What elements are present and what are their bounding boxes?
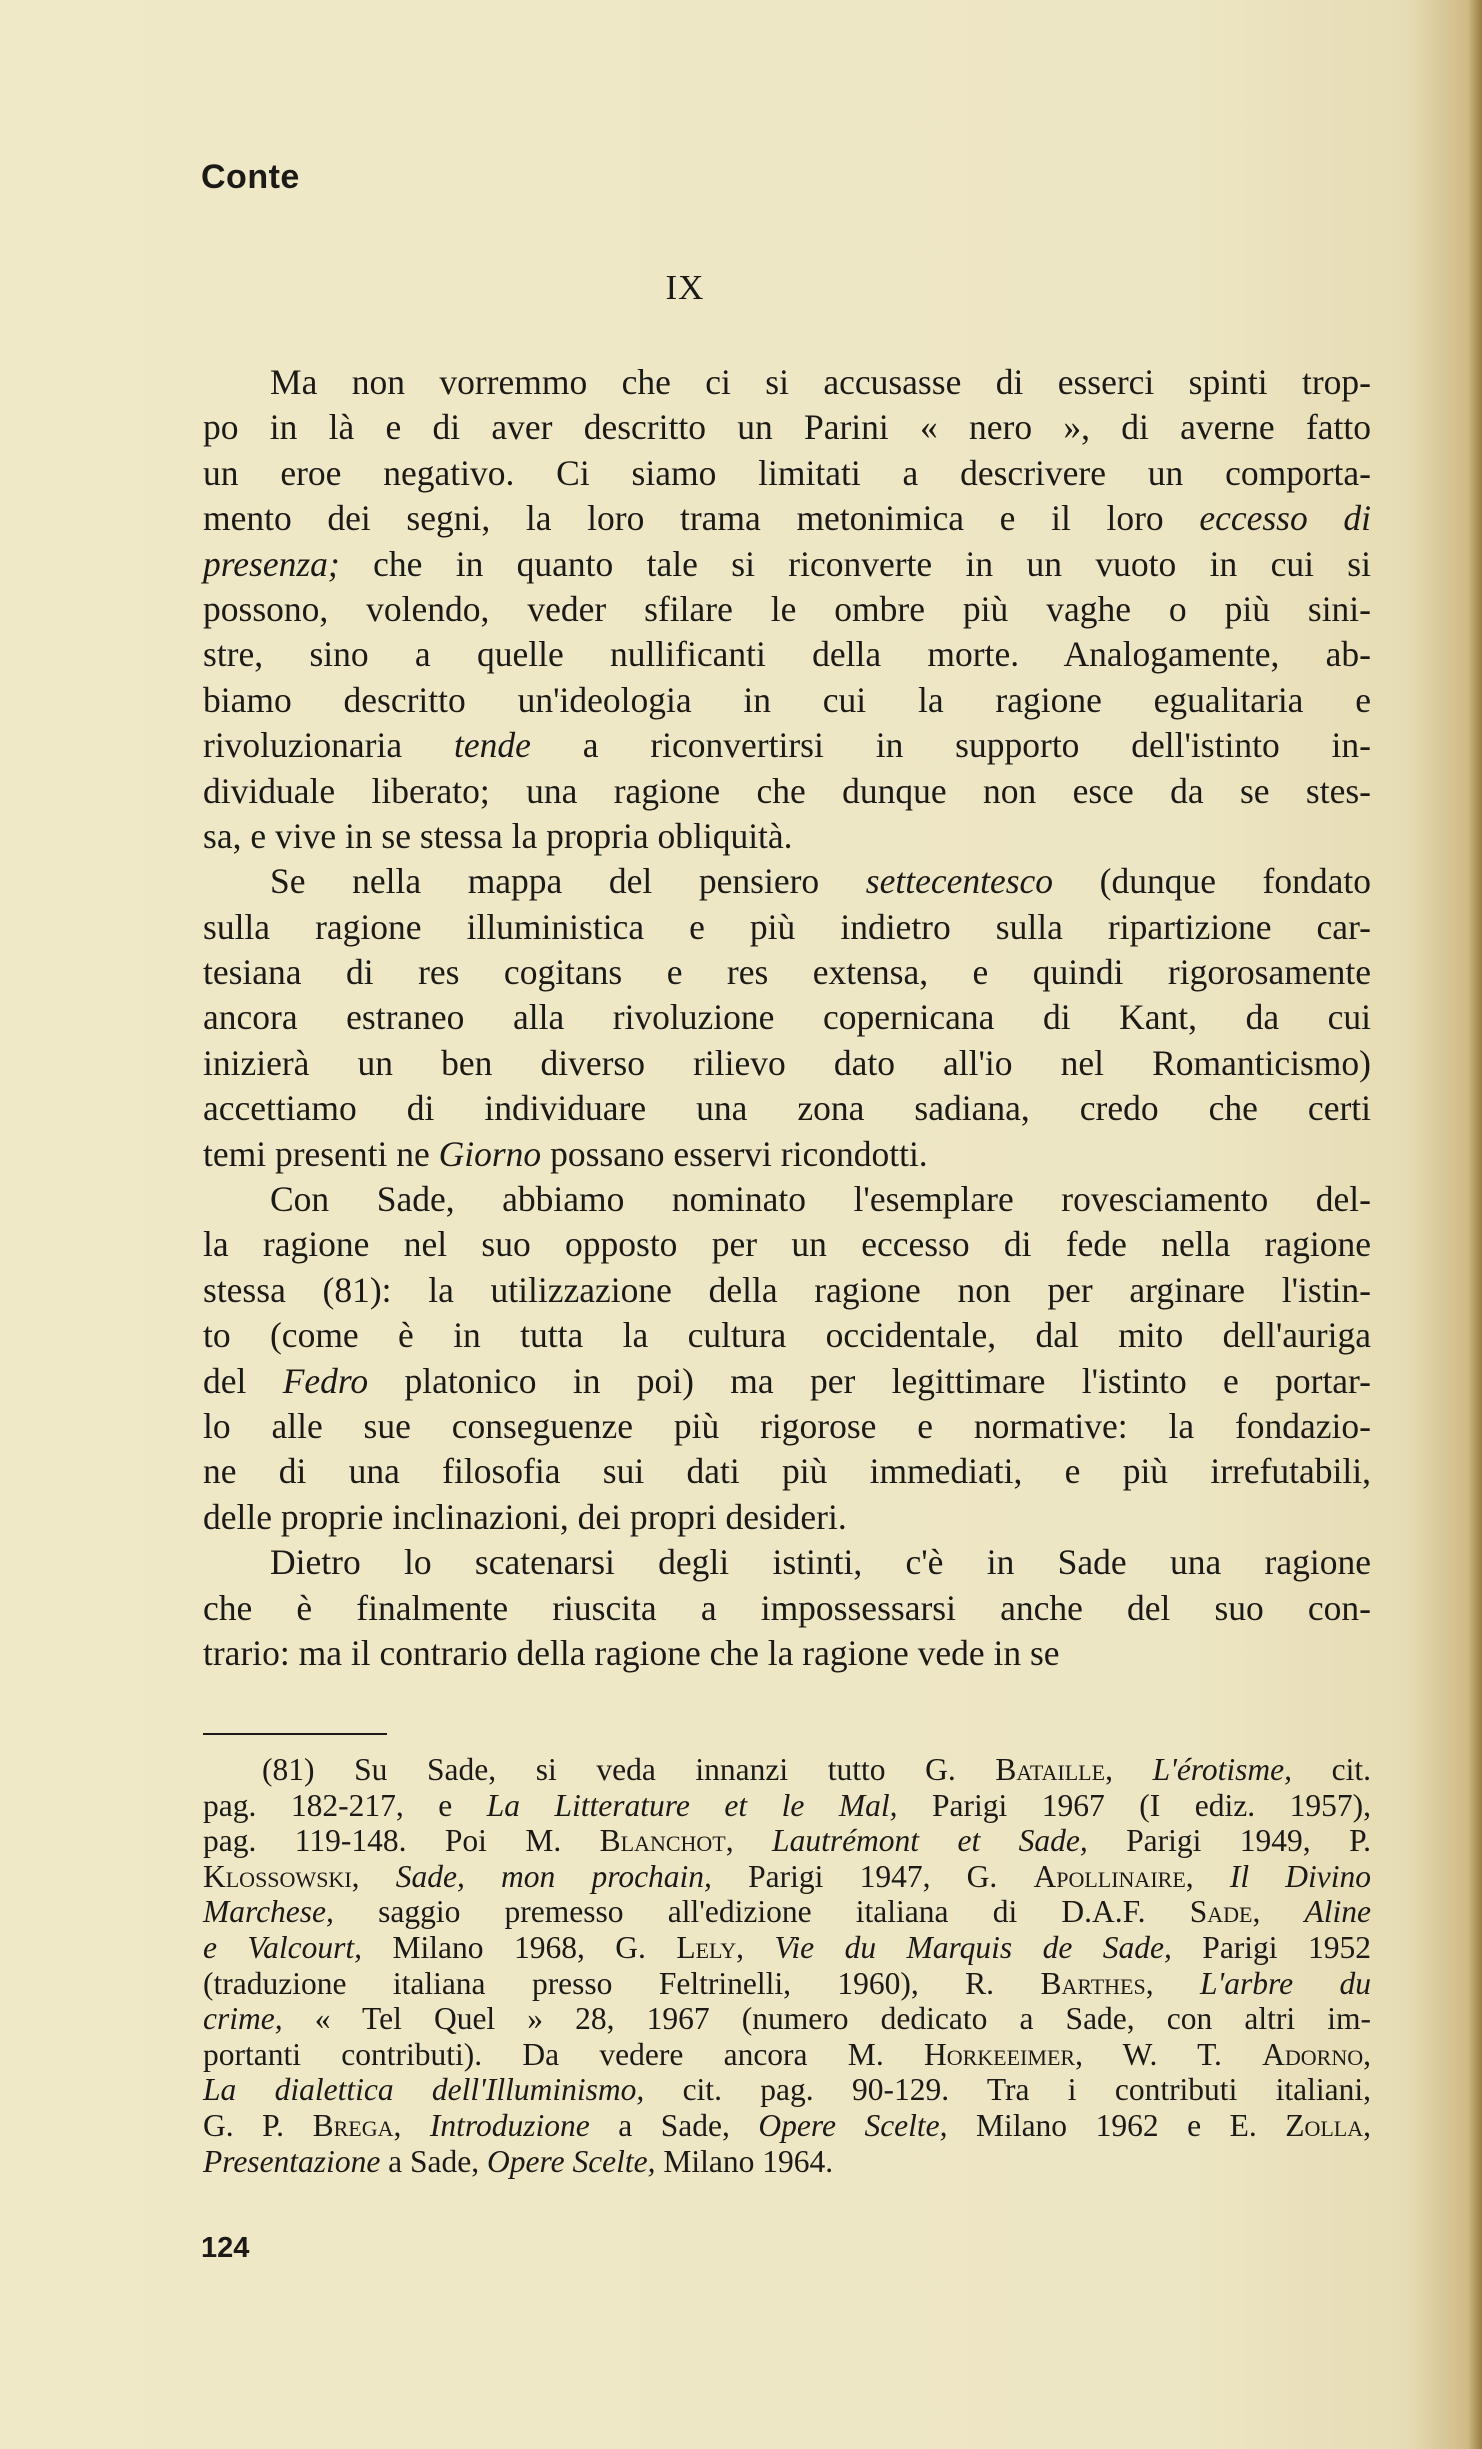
text-run: un eroe negativo. Ci siamo limitati a descrivere un comporta- [203, 452, 1371, 493]
text-run: , [1252, 1894, 1305, 1930]
running-head: Conte [201, 158, 300, 196]
text-run: platonico in poi) ma per legittimare l'istinto e portar- [368, 1360, 1371, 1401]
body-line [203, 496, 1371, 541]
text-run: a riconvertirsi in supporto dell'istinto in- [530, 725, 1371, 766]
body-line [203, 1177, 1371, 1222]
text-run: , [736, 1929, 775, 1965]
text-run: possono, volendo, veder sfilare le ombre più vaghe o più sini- [203, 588, 1371, 629]
text-run: , [1105, 1752, 1153, 1787]
italic-text: Il Divino [1229, 1858, 1372, 1894]
italic-text: crime, [203, 2001, 283, 2037]
text-run: lo alle sue conseguenze più rigorose e normative: la fondazio- [203, 1405, 1371, 1446]
footnote-line [203, 1752, 1371, 1788]
body-line [203, 405, 1371, 450]
small-caps-name: Brega [312, 2107, 394, 2143]
text-run: (81) Su Sade, si veda innanzi tutto G. [262, 1752, 996, 1787]
body-line [203, 950, 1371, 995]
footnote [203, 1752, 1371, 2179]
text-run: Parigi 1949, P. [1087, 1823, 1371, 1859]
footnote-line [203, 2072, 1371, 2108]
body-line [203, 723, 1371, 768]
body-line [203, 360, 1371, 405]
body-line [203, 1359, 1371, 1404]
text-run: portanti contributi). Da vedere ancora M. [203, 2036, 924, 2072]
text-run: temi presenti ne [203, 1133, 439, 1174]
text-run: trario: ma il contrario della ragione che la ragione vede in se [203, 1632, 1060, 1673]
text-run: Parigi 1947, G. [711, 1858, 1034, 1894]
italic-text: Presentazione [203, 2143, 381, 2179]
italic-text: Opere Scelte, [758, 2107, 948, 2143]
text-run: ancora estraneo alla rivoluzione copernicana di Kant, da cui [203, 997, 1371, 1038]
body-line [203, 451, 1371, 496]
italic-text: Lautrémont et Sade, [772, 1823, 1088, 1859]
italic-text: settecentesco [865, 861, 1054, 902]
footnote-line [203, 1894, 1371, 1930]
text-run: cit. [1292, 1752, 1371, 1787]
text-run: stessa (81): la utilizzazione della ragione non per arginare l'istin- [203, 1269, 1371, 1310]
text-run: Parigi 1967 (I ediz. 1957), [897, 1787, 1371, 1823]
text-run: , [1145, 1965, 1200, 2001]
italic-text: Introduzione [429, 2107, 590, 2143]
text-run: accettiamo di individuare una zona sadiana, credo che certi [203, 1088, 1371, 1129]
text-run: inizierà un ben diverso rilievo dato all'io nel Romanticismo) [203, 1042, 1371, 1083]
italic-text: Sade, mon prochain, [395, 1858, 712, 1894]
text-run: , [393, 2107, 430, 2143]
text-run: , W. T. [1075, 2036, 1263, 2072]
italic-text: Vie du Marquis de Sade, [774, 1929, 1172, 1965]
text-run: pag. 182-217, e [203, 1787, 487, 1823]
text-run: a Sade, [380, 2143, 488, 2179]
text-run: ne di una filosofia sui dati più immediati, e più irrefutabili, [203, 1451, 1371, 1492]
small-caps-name: Apollinaire [1033, 1858, 1186, 1894]
text-run: rivoluzionaria [203, 725, 454, 766]
body-line [203, 1540, 1371, 1585]
text-run: (traduzione italiana presso Feltrinelli, 1960), R. [203, 1965, 1041, 2001]
text-run: che in quanto tale si riconverte in un vuoto in cui si [339, 543, 1371, 584]
small-caps-name: Blanchot [599, 1823, 726, 1859]
small-caps-name: Lely [676, 1929, 737, 1965]
small-caps-name: Zolla [1285, 2107, 1364, 2143]
section-title: IX [665, 268, 705, 307]
text-run: mento dei segni, la loro trama metonimica e il loro [203, 498, 1200, 539]
text-run: « Tel Quel » 28, 1967 (numero dedicato a Sade, con altri im- [282, 2001, 1371, 2037]
text-run: biamo descritto un'ideologia in cui la ragione egualitaria e [203, 679, 1371, 720]
footnote-line [203, 2037, 1371, 2073]
small-caps-name: Barthes [1040, 1965, 1146, 2001]
text-run: , [351, 1858, 396, 1894]
text-run: a Sade, [589, 2107, 759, 2143]
text-run: che è finalmente riuscita a impossessarsi anche del suo con- [203, 1587, 1371, 1628]
text-run: sulla ragione illuministica e più indietro sulla ripartizione car- [203, 906, 1371, 947]
italic-text: L'érotisme, [1152, 1752, 1293, 1787]
body-line [203, 1268, 1371, 1313]
page-edge-shadow [1468, 0, 1482, 2449]
body-line [203, 1449, 1371, 1494]
body-line [203, 678, 1371, 723]
text-run: pag. 119-148. Poi M. [203, 1823, 600, 1859]
body-line [203, 632, 1371, 677]
text-run: Milano 1962 e E. [947, 2107, 1286, 2143]
text-run: la ragione nel suo opposto per un eccesso di fede nella ragione [203, 1224, 1371, 1265]
body-line [203, 1041, 1371, 1086]
italic-text: eccesso di [1199, 498, 1372, 539]
footnote-line [203, 2108, 1371, 2144]
text-run: , [1363, 2107, 1372, 2143]
body-line [203, 542, 1371, 587]
body-line [203, 1404, 1371, 1449]
body-line [203, 995, 1371, 1040]
text-run: cit. pag. 90-129. Tra i contributi italiani, [644, 2072, 1371, 2108]
body-line [203, 814, 1371, 859]
italic-text: Aline [1304, 1894, 1372, 1930]
text-run: saggio premesso all'edizione italiana di D.A.F. [333, 1894, 1190, 1930]
text-run: po in là e di aver descritto un Parini « nero », di averne fatto [203, 407, 1371, 448]
small-caps-name: Sade [1189, 1894, 1253, 1930]
text-run: Milano 1968, G. [362, 1929, 677, 1965]
text-run: del [203, 1360, 283, 1401]
italic-text: Giorno [438, 1133, 542, 1174]
italic-text: Fedro [282, 1360, 369, 1401]
body-line [203, 1313, 1371, 1358]
small-caps-name: Horkeeimer [923, 2036, 1076, 2072]
small-caps-name: Bataille [995, 1752, 1106, 1787]
body-line [203, 769, 1371, 814]
text-run: delle proprie inclinazioni, dei propri desideri. [203, 1496, 847, 1537]
footnote-line [203, 1859, 1371, 1895]
text-run: Ma non vorremmo che ci si accusasse di esserci spinti trop- [270, 362, 1371, 402]
text-run: Con Sade, abbiamo nominato l'esemplare rovesciamento del- [270, 1179, 1371, 1220]
text-run: Se nella mappa del pensiero [270, 861, 866, 902]
text-run: , [725, 1823, 773, 1859]
body-line [203, 859, 1371, 904]
text-run: sa, e vive in se stessa la propria obliquità. [203, 815, 793, 856]
text-run: dividuale liberato; una ragione che dunque non esce da se stes- [203, 770, 1371, 811]
italic-text: presenza; [203, 543, 340, 584]
body-line [203, 1631, 1371, 1676]
text-run: stre, sino a quelle nullificanti della morte. Analogamente, ab- [203, 634, 1371, 675]
italic-text: tende [453, 725, 531, 766]
text-run: G. P. [203, 2107, 313, 2143]
italic-text: La Litterature et le Mal, [486, 1787, 898, 1823]
text-run: to (come è in tutta la cultura occidentale, dal mito dell'auriga [203, 1315, 1371, 1356]
text-run: tesiana di res cogitans e res extensa, e quindi rigorosamente [203, 952, 1371, 993]
footnote-line [203, 1788, 1371, 1824]
body-line [203, 587, 1371, 632]
text-run: , [1363, 2036, 1371, 2072]
italic-text: Opere Scelte, [487, 2143, 656, 2179]
italic-text: L'arbre du [1200, 1965, 1371, 2001]
footnote-line [203, 2001, 1371, 2037]
text-run: possano esservi ricondotti. [541, 1133, 928, 1174]
text-run: (dunque fondato [1053, 861, 1372, 902]
page-number: 124 [201, 2232, 250, 2264]
body-text [203, 360, 1371, 1676]
body-line [203, 1132, 1371, 1177]
footnote-line [203, 1966, 1371, 2002]
text-run: Milano 1964. [655, 2143, 834, 2179]
footnote-rule [203, 1733, 387, 1735]
text-run: Dietro lo scatenarsi degli istinti, c'è in Sade una ragione [270, 1542, 1371, 1583]
small-caps-name: Klossowski [203, 1858, 352, 1894]
text-run: , [1185, 1858, 1230, 1894]
body-line [203, 1586, 1371, 1631]
body-line [203, 1495, 1371, 1540]
small-caps-name: Adorno [1262, 2036, 1364, 2072]
body-line [203, 1086, 1371, 1131]
footnote-line [203, 2144, 1371, 2180]
footnote-line [203, 1823, 1371, 1859]
body-line [203, 1222, 1371, 1267]
italic-text: Marchese, [203, 1894, 334, 1930]
text-run: Parigi 1952 [1171, 1929, 1371, 1965]
italic-text: e Valcourt, [203, 1929, 363, 1965]
footnote-line [203, 1930, 1371, 1966]
italic-text: La dialettica dell'Illuminismo, [203, 2072, 645, 2108]
body-line [203, 905, 1371, 950]
